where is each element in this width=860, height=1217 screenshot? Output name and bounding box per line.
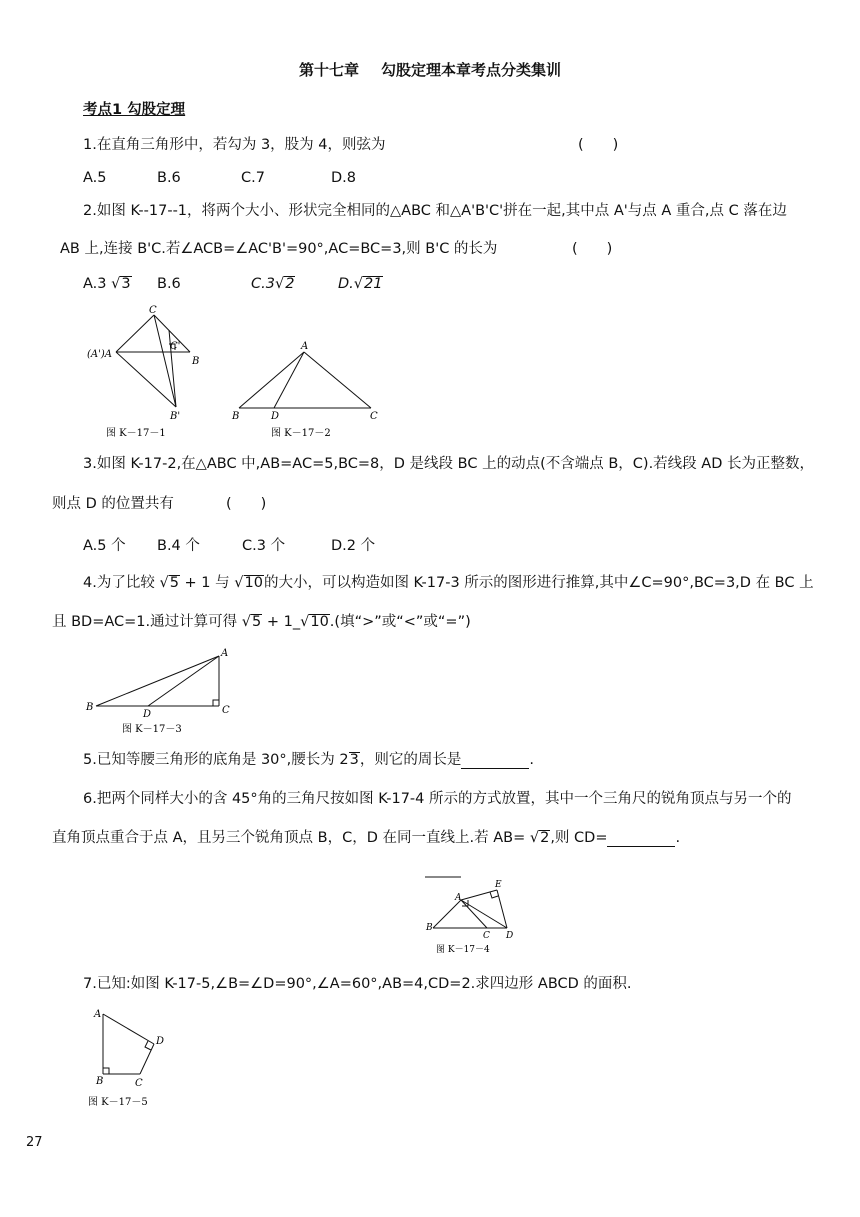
page-title — [0, 59, 860, 80]
label-b: B — [86, 702, 94, 713]
label-d: D — [271, 411, 280, 422]
label-b: B — [96, 1076, 104, 1087]
q3-line2: 则点 D 的位置共有 — [52, 496, 174, 512]
q4-line1: 4.为了比较 √5 + 1 与 √10的大小，可以构造如图 K-17-3 所示的图形进行推算,其中∠C=90°,BC=3,D 在 BC 上 — [83, 575, 814, 591]
label-a: A — [94, 1009, 102, 1020]
q6-line1: 6.把两个同样大小的含 45°角的三角尺按如图 K-17-4 所示的方式放置，其中一个三角尺的锐角顶点与另一个的 — [83, 791, 792, 807]
radicand: 5 — [252, 614, 262, 630]
q6-line2: 直角顶点重合于点 A，且另三个锐角顶点 B，C，D 在同一直线上.若 AB= √2,则 CD= . — [52, 830, 681, 846]
label-c: C — [135, 1078, 143, 1089]
label-a: A — [221, 648, 229, 659]
label-c: C — [222, 705, 230, 716]
page-number: 27 — [26, 1135, 43, 1150]
q4-line2: 且 BD=AC=1.通过计算可得 √5 + 1_√10.(填“>”或“<”或“=”) — [52, 614, 471, 630]
q2-line1: 2.如图 K--17--1，将两个大小、形状完全相同的△ABC 和△A'B'C'拼在一起,其中点 A'与点 A 重合,点 C 落在边 — [83, 203, 787, 219]
label-b: B — [232, 411, 240, 422]
label-b: B — [426, 923, 433, 933]
q3-option-c: C.3 个 — [242, 538, 286, 554]
label-d: D — [143, 709, 152, 720]
radicand: 21 — [364, 276, 383, 292]
label-d: D — [506, 931, 514, 941]
q1-option-c: C.7 — [241, 170, 265, 186]
q3-option-a: A.5 个 — [83, 538, 126, 554]
q7-stem: 7.已知:如图 K-17-5,∠B=∠D=90°,∠A=60°,AB=4,CD=2.求四边形 ABCD 的面积. — [83, 976, 632, 992]
answer-blank[interactable] — [607, 832, 675, 847]
q3-paren: ( ) — [226, 496, 267, 512]
q1-option-b: B.6 — [157, 170, 181, 186]
q3-line1: 3.如图 K-17-2,在△ABC 中,AB=AC=5,BC=8，D 是线段 BC 上的动点(不含端点 B，C).若线段 AD 长为正整数， — [83, 456, 814, 472]
chapter-label: 第十七章 — [298, 61, 359, 79]
figure-caption: 图 K－17－2 — [271, 428, 331, 439]
radicand: 10 — [310, 614, 329, 630]
label-b: B — [192, 356, 200, 367]
figure-k17-5 — [84, 1004, 184, 1112]
label-a: (A')A — [87, 349, 112, 360]
q2-option-a: A.3 √3 — [83, 276, 131, 292]
q1-paren: ( ) — [578, 137, 619, 153]
q1-option-a: A.5 — [83, 170, 107, 186]
section-heading: 考点1 勾股定理 — [83, 102, 186, 118]
label-c: C — [483, 931, 490, 941]
label-b-prime: B' — [170, 411, 181, 422]
label-c: C — [149, 305, 157, 316]
q1-option-d: D.8 — [331, 170, 356, 186]
label-e: E — [495, 880, 502, 890]
label-a: A — [455, 893, 462, 903]
label-d: D — [156, 1036, 165, 1047]
answer-blank[interactable] — [461, 754, 529, 769]
q3-option-b: B.4 个 — [157, 538, 200, 554]
figure-k17-3 — [82, 644, 242, 740]
label-c-prime: C' — [170, 341, 181, 352]
q3-option-d: D.2 个 — [331, 538, 376, 554]
radicand: 10 — [244, 575, 263, 591]
q2-paren: ( ) — [572, 241, 613, 257]
figure-k17-2 — [226, 338, 386, 442]
q2-line2: AB 上,连接 B'C.若∠ACB=∠AC'B'=90°,AC=BC=3,则 B'C 的长为 — [60, 241, 498, 257]
q5-stem: 5.已知等腰三角形的底角是 30°,腰长为 23，则它的周长是 . — [83, 752, 534, 768]
label-c: C — [370, 411, 378, 422]
label-a: A — [301, 341, 309, 352]
figure-caption: 图 K－17－1 — [106, 428, 166, 439]
q1-stem: 1.在直角三角形中，若勾为 3，股为 4，则弦为 — [83, 137, 386, 153]
figure-caption: 图 K－17－5 — [88, 1097, 148, 1108]
figure-caption: 图 K－17－3 — [122, 724, 182, 735]
q2-option-b: B.6 — [157, 276, 181, 292]
radicand: 3 — [121, 276, 131, 292]
q2-option-d: D.√21 — [338, 276, 383, 292]
figure-k17-1 — [84, 300, 214, 442]
figure-k17-4 — [420, 870, 530, 958]
radicand: 2 — [540, 830, 550, 846]
q2-option-c: C.3√2 — [251, 276, 295, 292]
radicand: 2 — [285, 276, 295, 292]
radicand: 3 — [349, 752, 359, 768]
figure-caption: 图 K－17－4 — [436, 945, 490, 955]
chapter-title: 勾股定理本章考点分类集训 — [381, 61, 562, 79]
radicand: 5 — [169, 575, 179, 591]
